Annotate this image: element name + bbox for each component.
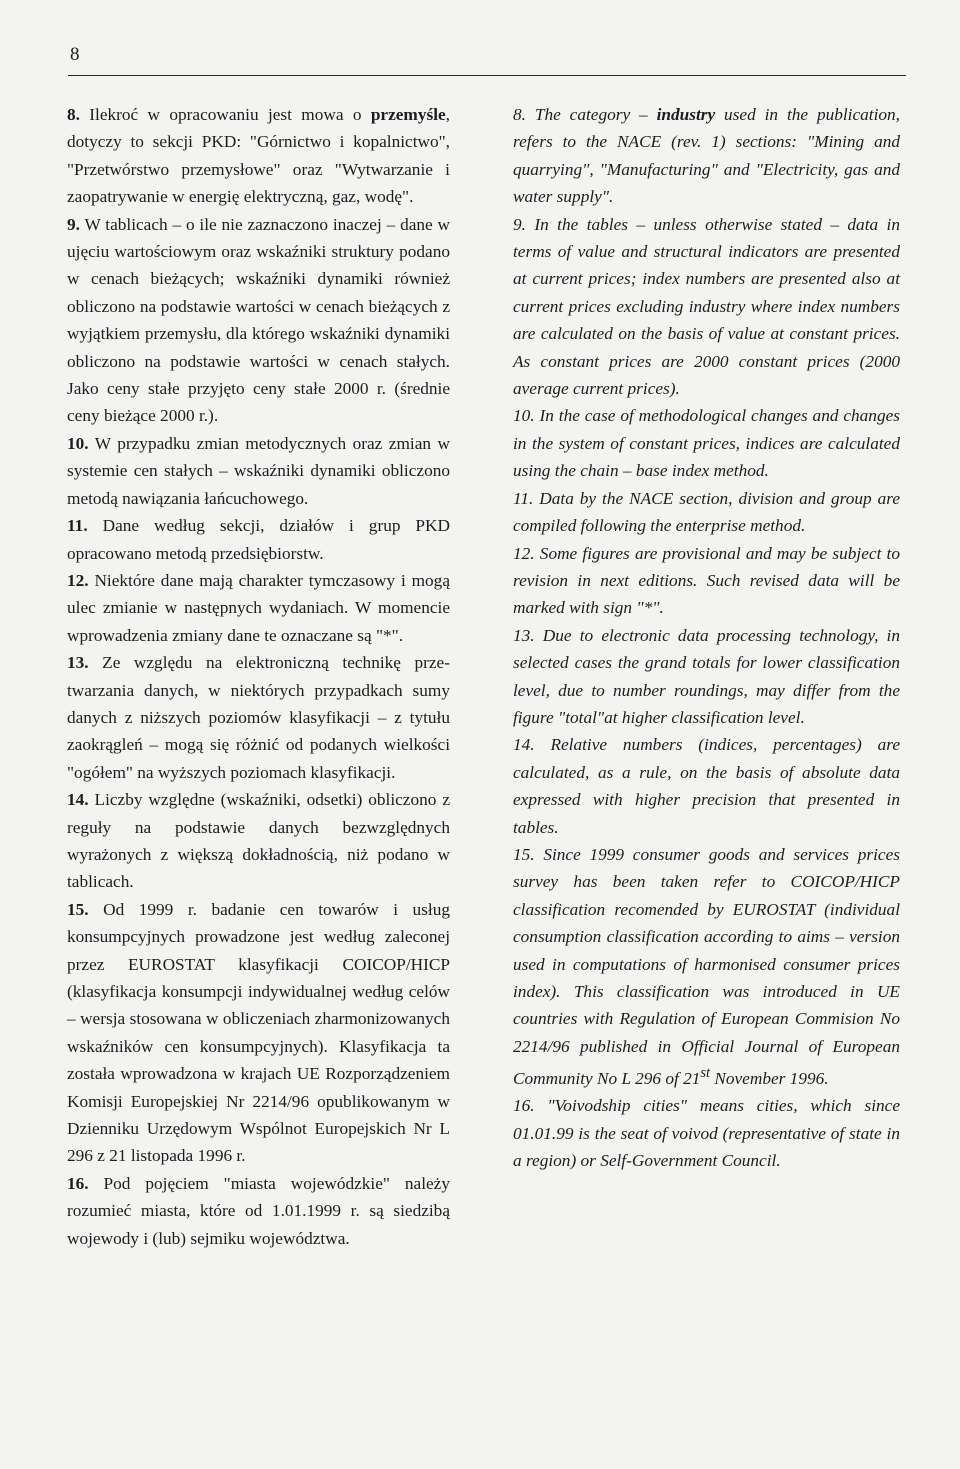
- note-number: 15.: [513, 844, 535, 864]
- note-en-9: [513, 211, 900, 403]
- note-text: In the case of methodological changes and changes in the system of constant prices, indices are calculated using the chain – base index method.: [513, 406, 900, 481]
- note-pl-11: [67, 512, 450, 567]
- note-en-16: [513, 1092, 900, 1174]
- note-number: 10.: [513, 406, 535, 426]
- note-text: Due to electronic data processing technology, in selected cases the grand totals for lower classification level, due to number roundings, may differ from the figure "total"at higher classification level.: [513, 625, 900, 727]
- note-number: 16.: [513, 1096, 535, 1116]
- note-pl-13: [67, 649, 450, 786]
- note-en-13: [513, 622, 900, 732]
- note-text: Niektóre dane mają charakter tymczasowy i mogą ulec zmianie w następnych wydaniach. W momencie wprowadzenia zmiany dane te oznaczane są "*".: [67, 570, 450, 645]
- page-number: 8: [70, 44, 80, 65]
- note-en-10: [513, 402, 900, 484]
- note-text: Relative numbers (indices, percentages) are calculated, as a rule, on the basis of absolute data expressed with higher precision that presented in tables.: [513, 735, 900, 837]
- note-number: 16.: [67, 1173, 89, 1193]
- note-text: The category –: [525, 105, 657, 124]
- note-text: Liczby względne (wskaźniki, odsetki) obliczono z reguły na podstawie danych bezwzględnych wyrażonych z większą dokładnością, niż podano w tablicach.: [67, 790, 450, 892]
- note-text: Data by the NACE section, division and group are compiled following the enterprise method.: [513, 488, 900, 536]
- note-text: Pod pojęciem "miasta wojewódzkie" należy rozumieć miasta, które od 1.01.1999 r. są siedzibą wojewody i (lub) sejmiku województwa.: [67, 1173, 450, 1248]
- note-number: 11.: [513, 488, 534, 508]
- note-text: In the tables – unless otherwise stated – data in terms of value and structural indicators are presented at current prices; index numbers are presented also at current prices excluding industry where index numbers are calculated on the basis of value at constant prices. As constant prices are 2000 constant prices (2000 average current prices).: [513, 214, 900, 399]
- note-emphasis: przemyśle: [370, 105, 446, 124]
- note-number: 9.: [67, 214, 80, 234]
- note-text: "Voivodship cities" means cities, which since 01.01.99 is the seat of voivod (representative of state in a region) or Self-Government Council.: [513, 1096, 900, 1171]
- note-text: W przypadku zmian metodycznych oraz zmian w systemie cen stałych – wskaźniki dynamiki obliczono metodą nawiązania łańcuchowego.: [67, 433, 450, 508]
- note-text: W tablicach – o ile nie zaznaczono inaczej – dane w ujęciu wartościowym oraz wskaźniki struktury podano w cenach bieżących; wskaźniki dynamiki również obliczono na podstawie wartości w cenach bieżących z wyjątkiem przemysłu, dla którego wskaźniki dynamiki obliczono na podstawie wartości w cenach stałych. Jako ceny stałe przyjęto ceny stałe 2000 r. (średnie ceny bieżące 2000 r.).: [67, 214, 450, 426]
- note-en-12: [513, 540, 900, 622]
- note-number: 10.: [67, 433, 89, 453]
- note-text: Some figures are provisional and may be subject to revision in next editions. Such revised data will be marked with sign "*".: [513, 543, 900, 618]
- note-pl-14: [67, 786, 450, 896]
- note-number: 9.: [513, 214, 526, 234]
- polish-column: [67, 101, 450, 1252]
- note-en-15: [513, 841, 900, 1092]
- note-number: 8.: [513, 105, 526, 124]
- note-number: 13.: [67, 653, 89, 673]
- ordinal-suffix: st: [700, 1065, 711, 1082]
- note-pl-16: [67, 1170, 450, 1252]
- note-number: 11.: [67, 516, 88, 536]
- note-emphasis: industry: [656, 105, 716, 124]
- note-en-11: [513, 485, 900, 540]
- note-pl-8: [67, 101, 450, 211]
- note-pl-12: [67, 567, 450, 649]
- note-number: 12.: [67, 570, 89, 590]
- note-text: Since 1999 consumer goods and services prices survey has been taken refer to COICOP/HICP classification recomended by EUROSTAT (individual consumption classification according to aims – version used in computations of harmonised consumer prices index). This classification was introduced in UE countries with Regulation of European Commision No 2214/96 published in Official Journal of European Community No L 296 of 21: [513, 844, 900, 1088]
- note-pl-15: [67, 896, 450, 1170]
- note-text: Od 1999 r. badanie cen towarów i usług konsumpcyjnych prowadzone jest według zaleconej przez EUROSTAT klasyfikacji COICOP/HICP (klasyfikacja konsumpcji indywidualnej według celów – wersja stosowana w obliczeniach zharmonizowanych wskaźników cen konsumpcyjnych). Klasyfikacja ta została wprowadzona w krajach UE Rozporządzeniem Komisji Europejskiej Nr 2214/96 opublikowanym w Dzienniku Urzędowym Wspólnot Europejskich Nr L 296 z 21 listopada 1996 r.: [67, 899, 450, 1166]
- note-number: 13.: [513, 625, 535, 645]
- note-number: 14.: [67, 790, 89, 810]
- note-number: 12.: [513, 543, 535, 563]
- note-text: Dane według sekcji, działów i grup PKD opracowano metodą przedsiębiorstw.: [67, 516, 450, 563]
- note-text: November 1996.: [710, 1068, 829, 1088]
- english-column: [513, 101, 900, 1175]
- note-en-8: [513, 101, 900, 211]
- note-en-14: [513, 731, 900, 841]
- note-number: 8.: [67, 105, 80, 124]
- note-text: Ze względu na elektroniczną technikę przetwarzania danych, w niektórych przypadkach sumy danych z niższych poziomów klasyfikacji – z tytułu zaokrągleń – mogą się różnić od podanych wielkości "ogółem" na wyższych poziomach klasyfikacji.: [67, 653, 450, 782]
- note-text: Ilekroć w opracowaniu jest mowa o: [79, 105, 371, 124]
- note-number: 15.: [67, 899, 89, 919]
- note-text: , dotyczy to sekcji PKD: "Górnictwo i kopalnictwo", "Przetwórstwo przemysłowe" oraz "Wytwarzanie i zaopatrywanie w energię elektryczną, gaz, wodę".: [67, 105, 450, 207]
- note-pl-10: [67, 430, 450, 512]
- note-pl-9: [67, 211, 450, 430]
- note-text: used in the publication, refers to the NACE (rev. 1) sections: "Mining and quarrying", "Manufacturing" and "Electricity, gas and water supply".: [513, 105, 900, 207]
- note-number: 14.: [513, 735, 535, 755]
- header-rule: [68, 75, 906, 76]
